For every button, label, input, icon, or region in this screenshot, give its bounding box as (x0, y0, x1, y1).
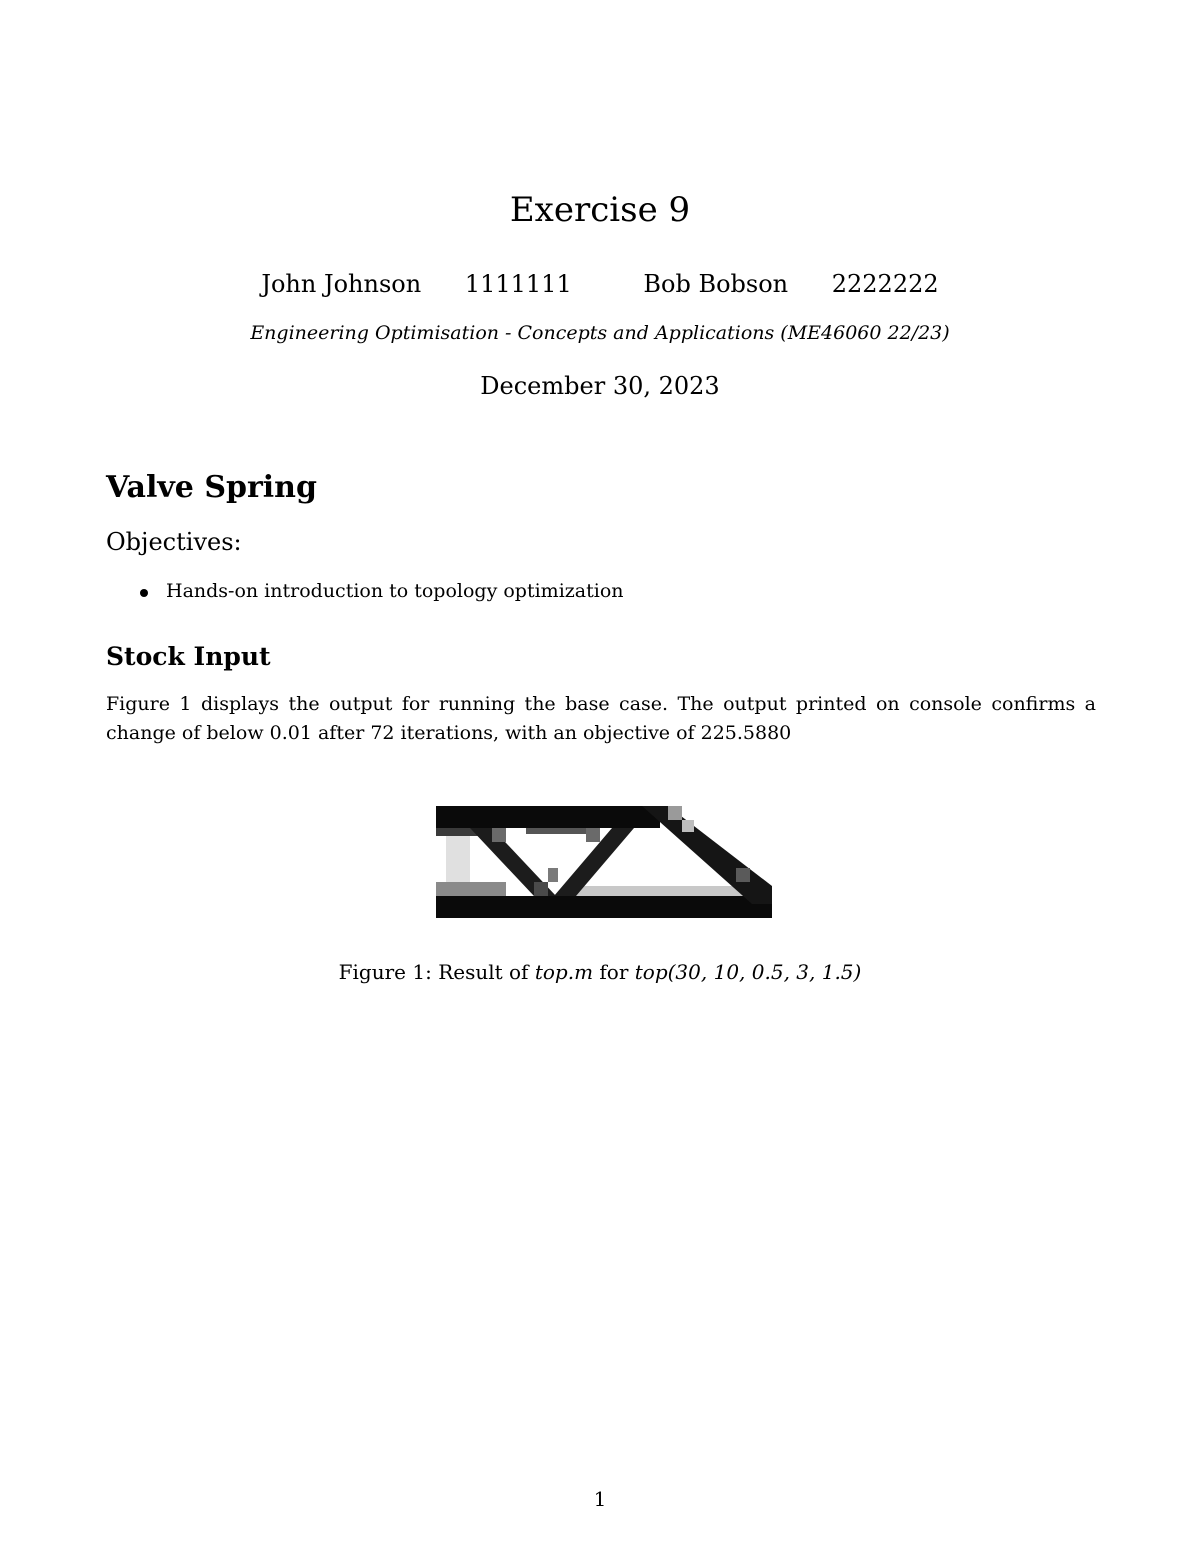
section-title: Valve Spring (106, 470, 317, 505)
list-item (140, 580, 624, 602)
figure-caption (0, 960, 1200, 984)
caption-mid: for (593, 960, 635, 984)
objectives-label: Objectives: (106, 528, 242, 556)
figure-topology-result (436, 804, 772, 918)
author-name: Bob Bobson (643, 270, 789, 298)
course-name: Engineering Optimisation - Concepts and Applications (ME46060 22/23) (250, 322, 950, 344)
list-item-text: Hands-on introduction to topology optimization (166, 580, 624, 602)
author-line (0, 270, 1200, 298)
author-student-id: 1111111 (464, 270, 572, 298)
document-title: Exercise 9 (509, 190, 691, 230)
caption-call: top(30, 10, 0.5, 3, 1.5) (634, 960, 862, 984)
caption-prefix: Figure 1: Result of (338, 960, 535, 984)
document-date: December 30, 2023 (480, 372, 720, 400)
page-number: 1 (593, 1487, 607, 1511)
topology-image (436, 804, 772, 918)
caption-file: top.m (534, 960, 594, 984)
bullet-icon (140, 589, 148, 597)
body-paragraph: Figure 1 displays the output for running the base case. The output printed on console confirms a change of below 0.01 after 72 iterations, with an objective of 225.5880 (106, 693, 1096, 744)
author-student-id: 2222222 (831, 270, 939, 298)
subsection-title: Stock Input (106, 642, 271, 671)
objectives-list (140, 580, 624, 602)
author-name: John Johnson (261, 270, 422, 298)
